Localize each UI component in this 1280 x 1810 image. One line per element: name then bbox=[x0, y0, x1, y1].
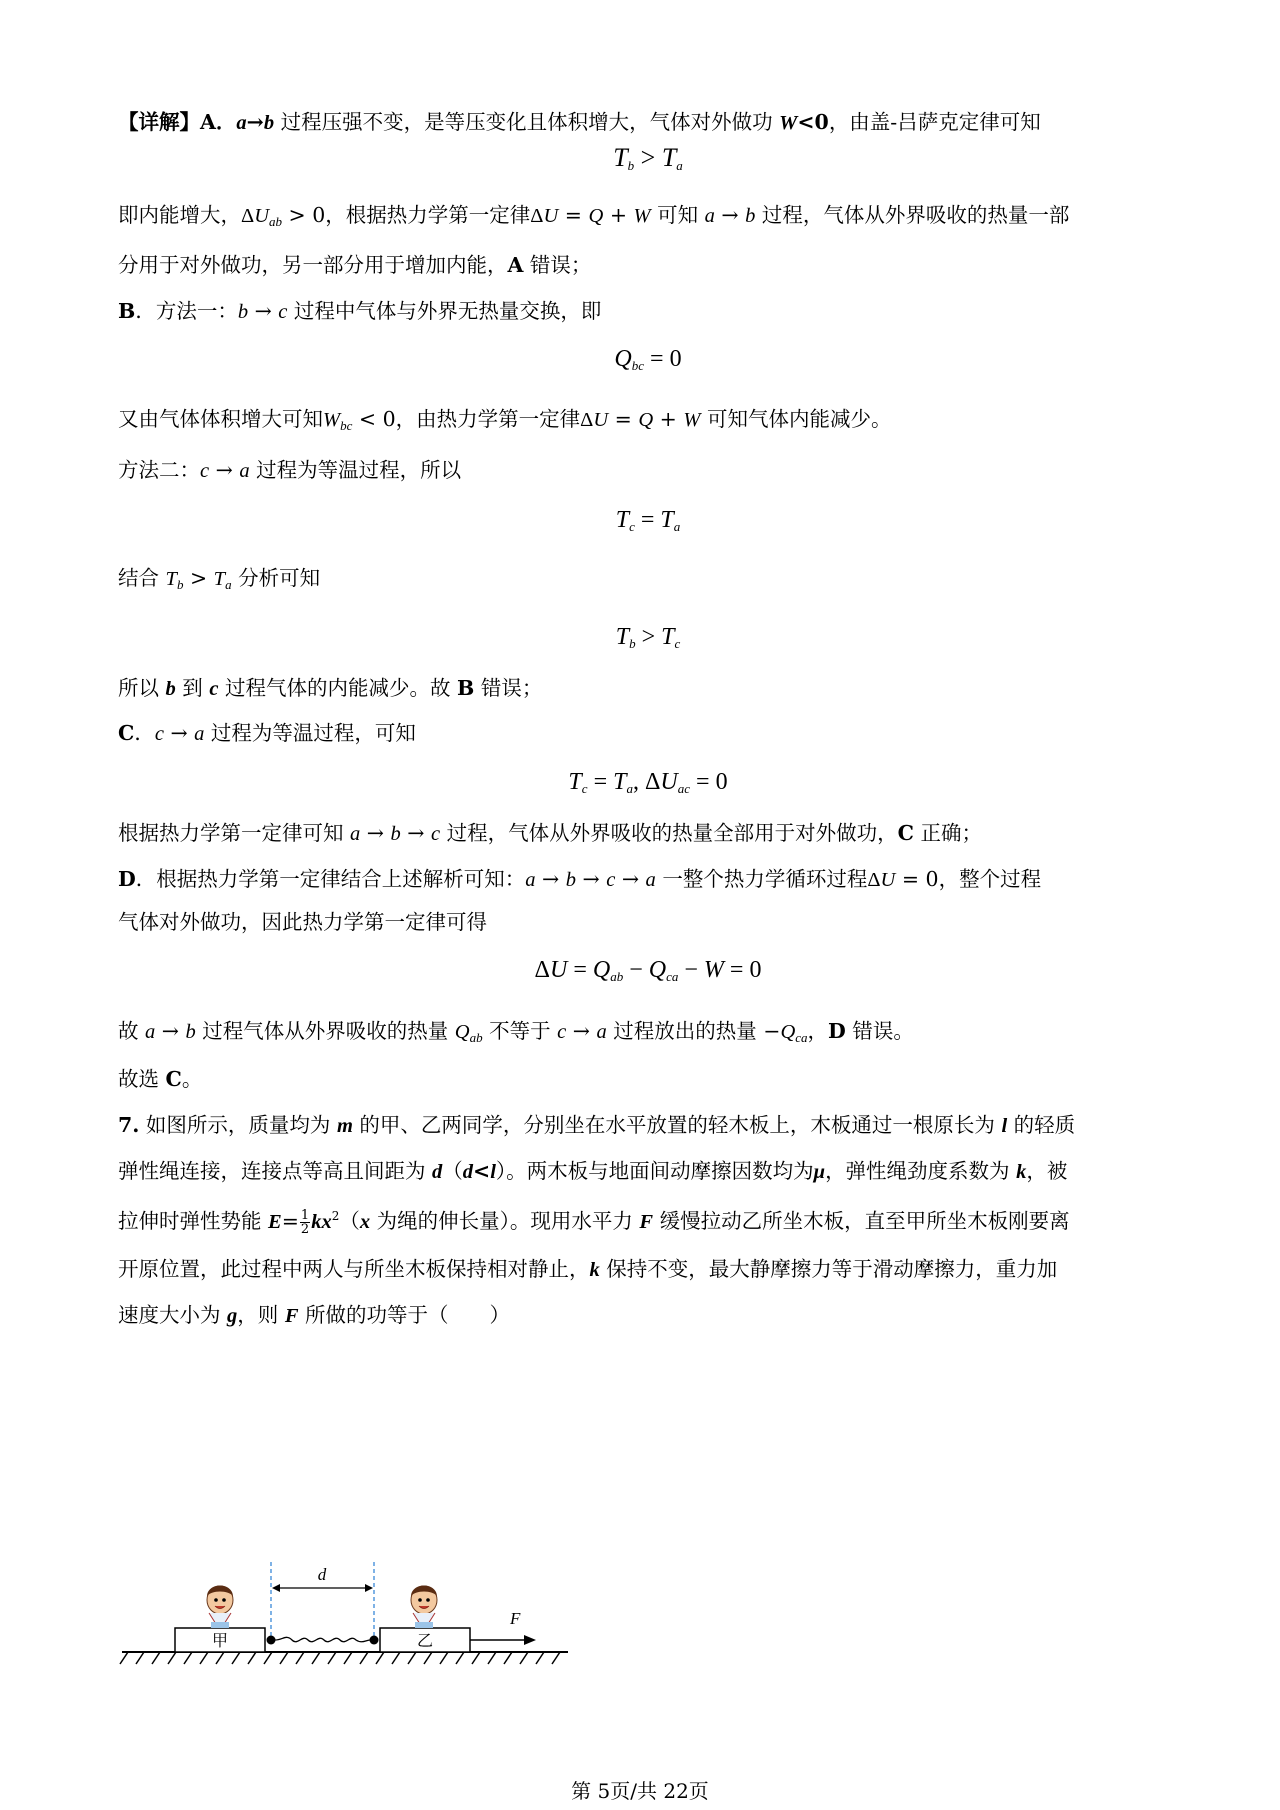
solution-answer: 故选 C。 bbox=[118, 1067, 203, 1091]
equation-6: $\Delta U = Q_{ab} - Q_{ca} - W = 0$ bbox=[534, 957, 762, 984]
equation-5: $T_c = T_a$, $\Delta U_{ac} = 0$ bbox=[568, 769, 728, 796]
solution-line-b3: 方法二：c → a 过程为等温过程，所以 bbox=[118, 458, 462, 482]
solution-line-b1: B．方法一：b → c 过程中气体与外界无热量交换，即 bbox=[118, 299, 602, 323]
solution-line-d2: 气体对外做功，因此热力学第一定律可得 bbox=[118, 910, 487, 934]
equation-3: $T_c = T_a$ bbox=[615, 507, 681, 534]
ground-hatching bbox=[120, 1652, 560, 1664]
question7-line2: 弹性绳连接，连接点等高且间距为 d（d<l）。两木板与地面间动摩擦因数均为μ，弹性绳劲度系数为 k，被 bbox=[118, 1159, 1068, 1183]
equation-4: $T_b > T_c$ bbox=[615, 624, 681, 651]
question7-figure bbox=[118, 1558, 568, 1668]
elastic-rope bbox=[275, 1637, 370, 1641]
board-right-label: 乙 bbox=[416, 1631, 434, 1650]
equation-2: $Q_{bc} = 0$ bbox=[614, 346, 682, 373]
solution-line-d1: D．根据热力学第一定律结合上述解析可知：a → b → c → a 一整个热力学循环过程ΔU = 0，整个过程 bbox=[118, 867, 1042, 891]
distance-arrow-head-left bbox=[272, 1584, 280, 1592]
question7-line1: 7. 如图所示，质量均为 m 的甲、乙两同学，分别坐在水平放置的轻木板上，木板通过一根原长为 l 的轻质 bbox=[118, 1113, 1076, 1137]
solution-line-d3: 故 a → b 过程气体从外界吸收的热量 $Q_{ab}$ 不等于 c → a 过程放出的热量 $-Q_{ca}$，D 错误。 bbox=[118, 1019, 914, 1045]
person-right-icon bbox=[411, 1586, 437, 1629]
question7-line4: 开原位置，此过程中两人与所坐木板保持相对静止，k 保持不变，最大静摩擦力等于滑动摩擦力，重力加 bbox=[118, 1257, 1058, 1281]
solution-line-a: 【详解】A．a→b 过程压强不变，是等压变化且体积增大，气体对外做功 W<0，由盖-吕萨克定律可知 bbox=[118, 110, 1041, 134]
question7-line3: 拉伸时弹性势能 E= $\frac{1}{2}$ $kx^2(x$ 为绳的伸长量）。现用水平力 F 缓慢拉动乙所坐木板，直至甲所坐木板刚要离 bbox=[118, 1208, 1070, 1237]
connection-point-left bbox=[267, 1636, 276, 1645]
solution-line-a3: 分用于对外做功，另一部分用于增加内能，A 错误； bbox=[118, 253, 592, 277]
distance-label: d bbox=[317, 1565, 327, 1584]
solution-line-c2: 根据热力学第一定律可知 a → b → c 过程，气体从外界吸收的热量全部用于对外做功，C 正确； bbox=[118, 821, 982, 845]
page-footer: 第 5页/共 22页 bbox=[571, 1779, 709, 1803]
solution-line-b5: 所以 b 到 c 过程气体的内能减少。故 B 错误； bbox=[118, 676, 543, 700]
equation-1: $T_b > T_a$ bbox=[613, 143, 683, 173]
solution-line-b4: 结合 $T_b > T_a$ 分析可知 bbox=[118, 566, 321, 592]
solution-header: 【详解】A．a→b bbox=[118, 110, 275, 134]
question7-line5: 速度大小为 g，则 F 所做的功等于（ ） bbox=[118, 1303, 511, 1327]
distance-arrow-head-right bbox=[365, 1584, 373, 1592]
board-left-label: 甲 bbox=[211, 1631, 229, 1650]
force-label: F bbox=[510, 1609, 521, 1628]
solution-line-a2: 即内能增大，$\Delta U_{ab} > 0$，根据热力学第一定律ΔU = Q + W 可知 a → b 过程，气体从外界吸收的热量一部 bbox=[118, 203, 1070, 229]
person-left-icon bbox=[207, 1586, 233, 1629]
connection-point-right bbox=[370, 1636, 379, 1645]
force-arrow-head bbox=[524, 1635, 536, 1645]
solution-line-c1: C．c → a 过程为等温过程，可知 bbox=[118, 721, 416, 745]
solution-line-b2: 又由气体体积增大可知$W_{bc} < 0$，由热力学第一定律ΔU = Q + W 可知气体内能减少。 bbox=[118, 407, 892, 433]
